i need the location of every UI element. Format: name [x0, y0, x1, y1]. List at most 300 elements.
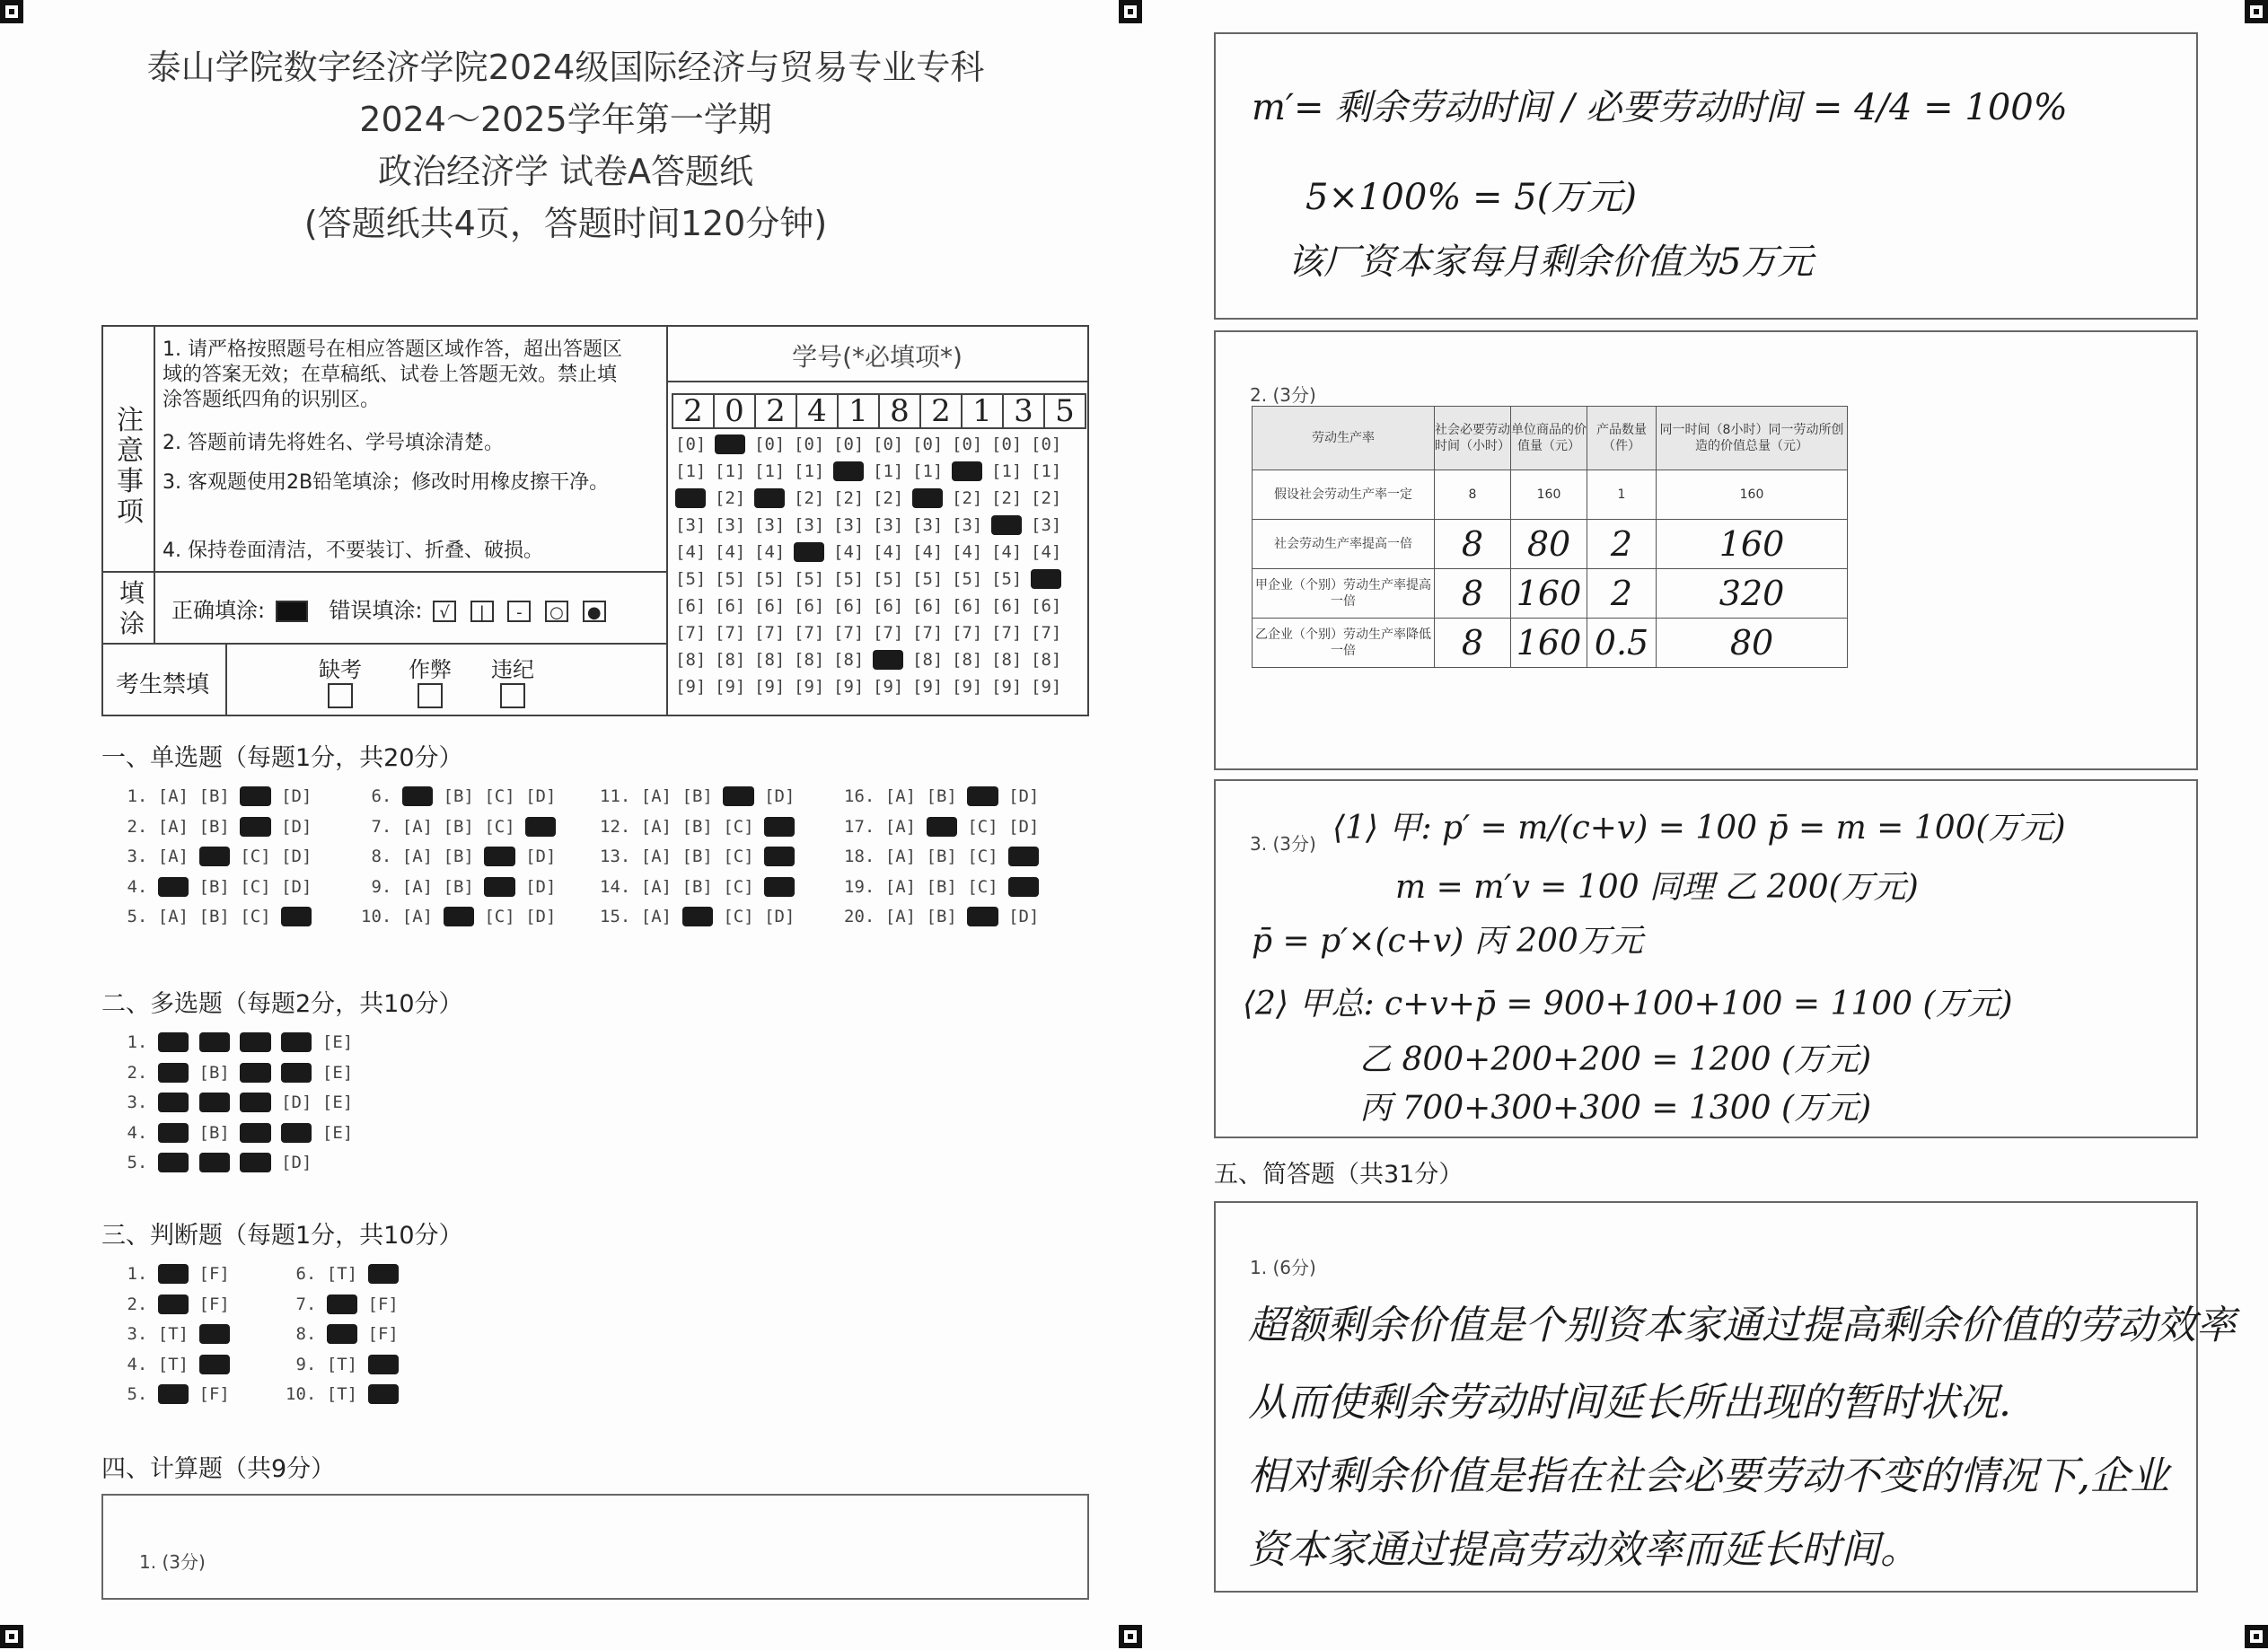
id-bubble[interactable]: [6]	[991, 596, 1023, 616]
single-choice-row	[600, 817, 805, 847]
option-bubble-f[interactable]: [F]	[198, 1384, 230, 1404]
option-bubble-d[interactable]: [D]	[764, 876, 796, 897]
option-bubble-c[interactable]: [C]	[967, 907, 998, 926]
id-bubble[interactable]: [3]	[952, 515, 983, 535]
option-bubble-d[interactable]: [D]	[525, 876, 557, 897]
id-bubble[interactable]: [1]	[991, 461, 1023, 481]
option-bubble-c[interactable]: [C]	[723, 876, 754, 897]
labor-table-cell: 160	[1511, 569, 1587, 619]
option-bubble-c[interactable]: [C]	[240, 1062, 271, 1083]
id-bubble[interactable]: [1]	[1031, 461, 1062, 481]
notice-item-3: 3. 客观题使用2B铅笔填涂；修改时用橡皮擦干净。	[163, 471, 610, 494]
id-bubble[interactable]: [9]	[675, 677, 707, 697]
id-bubble[interactable]: [1]	[912, 461, 944, 481]
student-id-digit-9: 3	[1002, 393, 1045, 429]
option-bubble-d[interactable]: [D]	[1008, 876, 1040, 897]
id-bubble[interactable]: [5]	[952, 569, 983, 589]
id-bubble[interactable]: [6]	[794, 596, 825, 616]
option-bubble-b[interactable]: [B]	[681, 876, 713, 897]
id-bubble[interactable]: [7]	[754, 623, 786, 643]
option-bubble-b[interactable]: [B]	[926, 876, 957, 897]
option-bubble-c[interactable]: [C]	[240, 847, 271, 866]
id-bubble[interactable]: [5]	[794, 569, 825, 589]
id-bubble[interactable]: [7]	[675, 623, 707, 643]
option-bubble-f[interactable]: [F]	[198, 1324, 230, 1344]
ban-violation-checkbox[interactable]	[500, 683, 525, 708]
judge-row	[117, 1355, 240, 1385]
option-bubble-b[interactable]: [B]	[681, 847, 713, 866]
student-id-digit-7: 2	[919, 393, 963, 429]
option-bubble-b[interactable]: [B]	[198, 907, 230, 926]
id-bubble[interactable]: [4]	[912, 542, 944, 562]
option-bubble-t[interactable]: [T]	[326, 1294, 358, 1314]
labor-table-cell: 社会劳动生产率提高一倍	[1253, 520, 1435, 569]
labor-table-header: 同一时间（8小时）同一劳动所创造的价值总量（元）	[1657, 407, 1848, 470]
ban-item-cheat	[409, 652, 452, 714]
calc-q1-line-1: m′= 剩余劳动时间 / 必要劳动时间 = 4/4 = 100%	[1252, 87, 2068, 128]
id-bubble[interactable]: [3]	[873, 515, 904, 535]
option-bubble-c[interactable]: [C]	[723, 847, 754, 866]
id-bubble[interactable]: [1]	[833, 461, 865, 481]
wrong-mark-dot: ●	[583, 601, 606, 622]
wrong-mark-bar: |	[470, 601, 494, 622]
id-bubble[interactable]: [9]	[952, 677, 983, 697]
id-bubble[interactable]: [5]	[675, 569, 707, 589]
calc-q3-answer-box[interactable]	[1214, 779, 2198, 1138]
calc-q1-line-2: 5×100% = 5(万元)	[1305, 177, 1637, 218]
option-bubble-b[interactable]: [B]	[198, 786, 230, 806]
option-bubble-b[interactable]: [B]	[198, 847, 230, 866]
id-bubble[interactable]: [4]	[1031, 542, 1062, 562]
id-bubble[interactable]: [2]	[991, 488, 1023, 508]
id-bubble[interactable]: [9]	[794, 677, 825, 697]
option-bubble-f[interactable]: [F]	[367, 1354, 399, 1374]
id-bubble[interactable]: [0]	[952, 434, 983, 454]
id-bubble[interactable]: [4]	[952, 542, 983, 562]
option-bubble-t[interactable]: [T]	[157, 1264, 189, 1284]
correct-fill-mark	[276, 601, 308, 622]
option-bubble-c[interactable]: [C]	[484, 847, 515, 866]
option-bubble-b[interactable]: [B]	[443, 816, 474, 837]
id-bubble[interactable]: [5]	[912, 569, 944, 589]
option-bubble-d[interactable]: [D]	[281, 786, 312, 806]
option-bubble-d[interactable]: [D]	[281, 876, 312, 897]
option-bubble-b[interactable]: [B]	[198, 1122, 230, 1143]
ban-cheat-checkbox[interactable]	[418, 683, 443, 708]
option-bubble-a[interactable]: [A]	[401, 876, 434, 897]
id-bubble[interactable]: [1]	[715, 461, 746, 481]
question-number: 1.	[117, 786, 158, 806]
judge-row	[117, 1384, 240, 1415]
option-bubble-c[interactable]: [C]	[240, 816, 271, 837]
option-bubble-d[interactable]: [D]	[281, 907, 312, 926]
option-bubble-a[interactable]: [A]	[157, 1153, 189, 1172]
option-bubble-e[interactable]: [E]	[321, 1122, 354, 1143]
id-bubble[interactable]: [4]	[675, 542, 707, 562]
option-bubble-a[interactable]: [A]	[884, 816, 917, 837]
option-bubble-c[interactable]: [C]	[723, 907, 754, 926]
option-bubble-a[interactable]: [A]	[640, 876, 672, 897]
option-bubble-b[interactable]: [B]	[443, 907, 474, 926]
id-bubble[interactable]: [4]	[833, 542, 865, 562]
calc-q1-answer-box[interactable]	[1214, 32, 2198, 320]
single-choice-row	[117, 877, 322, 908]
id-bubble[interactable]: [1]	[675, 461, 707, 481]
short-q1-line-2: 从而使剩余劳动时间延长所出现的暂时状况.	[1248, 1380, 2011, 1426]
id-bubble[interactable]: [1]	[952, 461, 983, 481]
multi-choice-row	[117, 1153, 364, 1183]
option-bubble-a[interactable]: [A]	[157, 876, 189, 897]
header-line-1: 泰山学院数字经济学院2024级国际经济与贸易专业专科	[146, 48, 985, 87]
id-bubble[interactable]: [0]	[833, 434, 865, 454]
option-bubble-d[interactable]: [D]	[764, 786, 796, 806]
option-bubble-b[interactable]: [B]	[198, 876, 230, 897]
id-bubble[interactable]: [2]	[873, 488, 904, 508]
option-bubble-t[interactable]: [T]	[157, 1354, 189, 1374]
option-bubble-a[interactable]: [A]	[157, 907, 189, 926]
option-bubble-a[interactable]: [A]	[157, 1032, 189, 1052]
id-bubble[interactable]: [6]	[754, 596, 786, 616]
corner-marker-bottom-left	[0, 1625, 23, 1648]
option-bubble-f[interactable]: [F]	[367, 1324, 399, 1344]
option-bubble-b[interactable]: [B]	[926, 847, 957, 866]
option-bubble-e[interactable]: [E]	[321, 1093, 354, 1112]
ban-cheat-label: 作弊	[409, 657, 452, 682]
option-bubble-t[interactable]: [T]	[157, 1384, 189, 1404]
id-bubble[interactable]: [2]	[833, 488, 865, 508]
option-bubble-a[interactable]: [A]	[884, 876, 917, 897]
id-bubble[interactable]: [7]	[912, 623, 944, 643]
option-bubble-d[interactable]: [D]	[525, 847, 557, 866]
id-bubble[interactable]: [6]	[675, 596, 707, 616]
id-bubble[interactable]: [8]	[912, 650, 944, 670]
id-bubble[interactable]: [3]	[833, 515, 865, 535]
option-bubble-f[interactable]: [F]	[367, 1264, 399, 1284]
id-bubble[interactable]: [4]	[715, 542, 746, 562]
option-bubble-e[interactable]: [E]	[321, 1062, 354, 1083]
labor-table-cell: 8	[1435, 569, 1511, 619]
question-number: 17.	[844, 816, 885, 837]
id-bubble[interactable]: [9]	[1031, 677, 1062, 697]
id-bubble[interactable]: [4]	[794, 542, 825, 562]
id-bubble[interactable]: [8]	[833, 650, 865, 670]
option-bubble-c[interactable]: [C]	[484, 816, 515, 837]
id-bubble[interactable]: [3]	[675, 515, 707, 535]
question-number: 8.	[286, 1324, 327, 1344]
id-bubble[interactable]: [0]	[715, 434, 746, 454]
option-bubble-a[interactable]: [A]	[401, 907, 434, 926]
option-bubble-a[interactable]: [A]	[157, 1122, 189, 1143]
option-bubble-d[interactable]: [D]	[764, 907, 796, 926]
bubble-row-3	[675, 515, 1070, 542]
option-bubble-c[interactable]: [C]	[484, 786, 515, 806]
option-bubble-c[interactable]: [C]	[723, 816, 754, 837]
id-bubble[interactable]: [3]	[794, 515, 825, 535]
option-bubble-d[interactable]: [D]	[281, 1032, 312, 1052]
id-bubble[interactable]: [7]	[794, 623, 825, 643]
option-bubble-b[interactable]: [B]	[198, 816, 230, 837]
judge-row	[286, 1355, 409, 1385]
option-bubble-a[interactable]: [A]	[157, 816, 189, 837]
option-bubble-c[interactable]: [C]	[240, 786, 271, 806]
ban-violation-label: 违纪	[491, 657, 534, 682]
id-bubble[interactable]: [6]	[912, 596, 944, 616]
option-bubble-b[interactable]: [B]	[681, 786, 713, 806]
id-bubble[interactable]: [0]	[991, 434, 1023, 454]
id-bubble[interactable]: [5]	[754, 569, 786, 589]
id-bubble[interactable]: [8]	[873, 650, 904, 670]
id-bubble[interactable]: [4]	[873, 542, 904, 562]
option-bubble-b[interactable]: [B]	[443, 876, 474, 897]
calc-q1-line-3: 该厂资本家每月剩余价值为5万元	[1288, 241, 1814, 283]
id-bubble[interactable]: [1]	[754, 461, 786, 481]
single-choice-column-2	[361, 786, 567, 937]
id-bubble[interactable]: [6]	[833, 596, 865, 616]
fill-title: 填涂	[119, 578, 145, 638]
judge-row	[117, 1264, 240, 1295]
option-bubble-a[interactable]: [A]	[401, 786, 434, 806]
single-choice-row	[600, 847, 805, 877]
option-bubble-d[interactable]: [D]	[525, 816, 557, 837]
option-bubble-d[interactable]: [D]	[764, 847, 796, 866]
option-bubble-c[interactable]: [C]	[484, 907, 515, 926]
id-bubble[interactable]: [8]	[675, 650, 707, 670]
id-bubble[interactable]: [5]	[833, 569, 865, 589]
id-bubble[interactable]: [0]	[912, 434, 944, 454]
id-bubble[interactable]: [3]	[715, 515, 746, 535]
id-bubble[interactable]: [0]	[794, 434, 825, 454]
section-multi-title: 二、多选题（每题2分，共10分）	[101, 990, 463, 1018]
option-bubble-b[interactable]: [B]	[198, 1062, 230, 1083]
id-bubble[interactable]: [0]	[675, 434, 707, 454]
id-bubble[interactable]: [2]	[794, 488, 825, 508]
id-bubble[interactable]: [6]	[873, 596, 904, 616]
question-number: 9.	[286, 1354, 327, 1374]
question-number: 18.	[844, 847, 885, 866]
id-bubble[interactable]: [0]	[873, 434, 904, 454]
id-bubble[interactable]: [2]	[675, 488, 707, 508]
labor-table-cell: 320	[1657, 569, 1848, 619]
corner-marker-bottom-right	[2245, 1625, 2268, 1648]
option-bubble-b[interactable]: [B]	[443, 847, 474, 866]
option-bubble-b[interactable]: [B]	[198, 1032, 230, 1052]
id-bubble[interactable]: [8]	[991, 650, 1023, 670]
judge-row	[117, 1324, 240, 1355]
id-bubble[interactable]: [8]	[794, 650, 825, 670]
calc-q2-label: 2. (3分)	[1250, 384, 1316, 406]
option-bubble-a[interactable]: [A]	[884, 847, 917, 866]
option-bubble-d[interactable]: [D]	[281, 816, 312, 837]
id-bubble[interactable]: [1]	[873, 461, 904, 481]
id-bubble[interactable]: [9]	[754, 677, 786, 697]
option-bubble-b[interactable]: [B]	[681, 816, 713, 837]
option-bubble-a[interactable]: [A]	[157, 786, 189, 806]
option-bubble-t[interactable]: [T]	[326, 1264, 358, 1284]
id-bubble[interactable]: [5]	[1031, 569, 1062, 589]
option-bubble-d[interactable]: [D]	[1008, 847, 1040, 866]
id-bubble[interactable]: [0]	[1031, 434, 1062, 454]
student-id-digit-2: 0	[713, 393, 756, 429]
option-bubble-a[interactable]: [A]	[884, 786, 917, 806]
id-bubble[interactable]: [3]	[754, 515, 786, 535]
option-bubble-d[interactable]: [D]	[1008, 786, 1040, 806]
option-bubble-f[interactable]: [F]	[367, 1294, 399, 1314]
labor-table-header: 社会必要劳动时间（小时）	[1435, 407, 1511, 470]
ban-absent-checkbox[interactable]	[328, 683, 353, 708]
option-bubble-c[interactable]: [C]	[240, 876, 271, 897]
id-bubble[interactable]: [7]	[1031, 623, 1062, 643]
option-bubble-d[interactable]: [D]	[281, 1093, 312, 1112]
option-bubble-b[interactable]: [B]	[443, 786, 474, 806]
option-bubble-a[interactable]: [A]	[640, 786, 672, 806]
id-bubble[interactable]: [2]	[912, 488, 944, 508]
id-bubble[interactable]: [6]	[715, 596, 746, 616]
id-bubble[interactable]: [7]	[833, 623, 865, 643]
bubble-row-0	[675, 434, 1070, 461]
option-bubble-f[interactable]: [F]	[198, 1354, 230, 1374]
short-q1-answer-box[interactable]	[1214, 1201, 2236, 1593]
option-bubble-a[interactable]: [A]	[401, 847, 434, 866]
id-bubble[interactable]: [8]	[754, 650, 786, 670]
id-bubble[interactable]: [3]	[1031, 515, 1062, 535]
calc-q1-start-box[interactable]	[101, 1494, 1089, 1600]
option-bubble-d[interactable]: [D]	[525, 907, 557, 926]
student-id-digit-5: 1	[837, 393, 880, 429]
student-id-digit-4: 4	[796, 393, 839, 429]
labor-table-header: 单位商品的价值量（元）	[1511, 407, 1587, 470]
option-bubble-a[interactable]: [A]	[401, 816, 434, 837]
option-bubble-b[interactable]: [B]	[926, 786, 957, 806]
option-bubble-d[interactable]: [D]	[764, 816, 796, 837]
id-bubble[interactable]: [9]	[912, 677, 944, 697]
question-number: 7.	[361, 816, 402, 837]
option-bubble-t[interactable]: [T]	[326, 1324, 358, 1344]
option-bubble-t[interactable]: [T]	[157, 1294, 189, 1314]
option-bubble-f[interactable]: [F]	[198, 1264, 230, 1284]
option-bubble-a[interactable]: [A]	[640, 847, 672, 866]
id-bubble[interactable]: [6]	[1031, 596, 1062, 616]
question-number: 9.	[361, 876, 402, 897]
option-bubble-d[interactable]: [D]	[281, 1153, 312, 1172]
short-q1-line-4: 资本家通过提高劳动效率而延长时间。	[1248, 1527, 1920, 1573]
option-bubble-c[interactable]: [C]	[484, 876, 515, 897]
option-bubble-f[interactable]: [F]	[198, 1294, 230, 1314]
id-bubble[interactable]: [7]	[873, 623, 904, 643]
id-bubble[interactable]: [9]	[991, 677, 1023, 697]
option-bubble-e[interactable]: [E]	[321, 1032, 354, 1052]
option-bubble-b[interactable]: [B]	[198, 1153, 230, 1172]
option-bubble-b[interactable]: [B]	[681, 907, 713, 926]
option-bubble-c[interactable]: [C]	[723, 786, 754, 806]
student-id-digit-1: 2	[672, 393, 715, 429]
id-bubble[interactable]: [1]	[794, 461, 825, 481]
option-bubble-c[interactable]: [C]	[240, 1122, 271, 1143]
id-bubble[interactable]: [5]	[991, 569, 1023, 589]
option-bubble-d[interactable]: [D]	[281, 1062, 312, 1083]
question-number: 3.	[117, 847, 158, 866]
labor-table-cell: 乙企业（个别）劳动生产率降低一倍	[1253, 619, 1435, 668]
id-bubble[interactable]: [5]	[715, 569, 746, 589]
option-bubble-b[interactable]: [B]	[926, 907, 957, 926]
option-bubble-a[interactable]: [A]	[157, 1093, 189, 1112]
id-bubble[interactable]: [3]	[991, 515, 1023, 535]
option-bubble-f[interactable]: [F]	[367, 1384, 399, 1404]
bubble-row-1	[675, 461, 1070, 488]
id-bubble[interactable]: [6]	[952, 596, 983, 616]
id-bubble[interactable]: [8]	[715, 650, 746, 670]
option-bubble-t[interactable]: [T]	[326, 1354, 358, 1374]
option-bubble-c[interactable]: [C]	[967, 816, 998, 837]
option-bubble-d[interactable]: [D]	[525, 786, 557, 806]
option-bubble-a[interactable]: [A]	[640, 907, 672, 926]
id-bubble[interactable]: [2]	[1031, 488, 1062, 508]
single-choice-row	[361, 817, 567, 847]
option-bubble-b[interactable]: [B]	[926, 816, 957, 837]
option-bubble-c[interactable]: [C]	[240, 907, 271, 926]
labor-table-cell: 1	[1587, 470, 1657, 520]
id-bubble[interactable]: [7]	[991, 623, 1023, 643]
option-bubble-c[interactable]: [C]	[240, 1153, 271, 1172]
question-number: 1.	[117, 1264, 158, 1284]
option-bubble-d[interactable]: [D]	[1008, 907, 1040, 926]
option-bubble-a[interactable]: [A]	[157, 1062, 189, 1083]
question-number: 7.	[286, 1294, 327, 1314]
option-bubble-c[interactable]: [C]	[240, 1032, 271, 1052]
header-line-3: 政治经济学 试卷A答题纸	[377, 152, 754, 191]
header-line-4: (答题纸共4页，答题时间120分钟)	[303, 204, 828, 243]
option-bubble-t[interactable]: [T]	[326, 1384, 358, 1404]
option-bubble-c[interactable]: [C]	[967, 786, 998, 806]
id-bubble[interactable]: [8]	[1031, 650, 1062, 670]
question-number: 5.	[117, 1384, 158, 1404]
option-bubble-a[interactable]: [A]	[884, 907, 917, 926]
id-bubble[interactable]: [9]	[873, 677, 904, 697]
option-bubble-c[interactable]: [C]	[240, 1093, 271, 1112]
labor-table-cell: 80	[1511, 520, 1587, 569]
option-bubble-d[interactable]: [D]	[1008, 816, 1040, 837]
question-number: 20.	[844, 907, 885, 926]
option-bubble-a[interactable]: [A]	[157, 847, 189, 866]
id-bubble[interactable]: [9]	[715, 677, 746, 697]
id-bubble[interactable]: [4]	[754, 542, 786, 562]
option-bubble-d[interactable]: [D]	[281, 1122, 312, 1143]
single-choice-row	[600, 877, 805, 908]
id-bubble[interactable]: [0]	[754, 434, 786, 454]
wrong-mark-check: √	[433, 601, 456, 622]
id-bubble[interactable]: [4]	[991, 542, 1023, 562]
id-bubble[interactable]: [9]	[833, 677, 865, 697]
option-bubble-d[interactable]: [D]	[281, 847, 312, 866]
option-bubble-b[interactable]: [B]	[198, 1093, 230, 1112]
id-bubble[interactable]: [2]	[952, 488, 983, 508]
id-bubble[interactable]: [2]	[715, 488, 746, 508]
id-bubble[interactable]: [2]	[754, 488, 786, 508]
judge-row	[117, 1295, 240, 1325]
single-choice-row	[117, 817, 322, 847]
option-bubble-c[interactable]: [C]	[967, 847, 998, 866]
id-bubble[interactable]: [8]	[952, 650, 983, 670]
labor-table-cell: 甲企业（个别）劳动生产率提高一倍	[1253, 569, 1435, 619]
option-bubble-a[interactable]: [A]	[640, 816, 672, 837]
question-number: 3.	[117, 1324, 158, 1344]
id-bubble[interactable]: [7]	[715, 623, 746, 643]
id-bubble[interactable]: [7]	[952, 623, 983, 643]
single-choice-column-3	[600, 786, 805, 937]
option-bubble-t[interactable]: [T]	[157, 1324, 189, 1344]
option-bubble-c[interactable]: [C]	[967, 876, 998, 897]
id-bubble[interactable]: [3]	[912, 515, 944, 535]
id-bubble[interactable]: [5]	[873, 569, 904, 589]
